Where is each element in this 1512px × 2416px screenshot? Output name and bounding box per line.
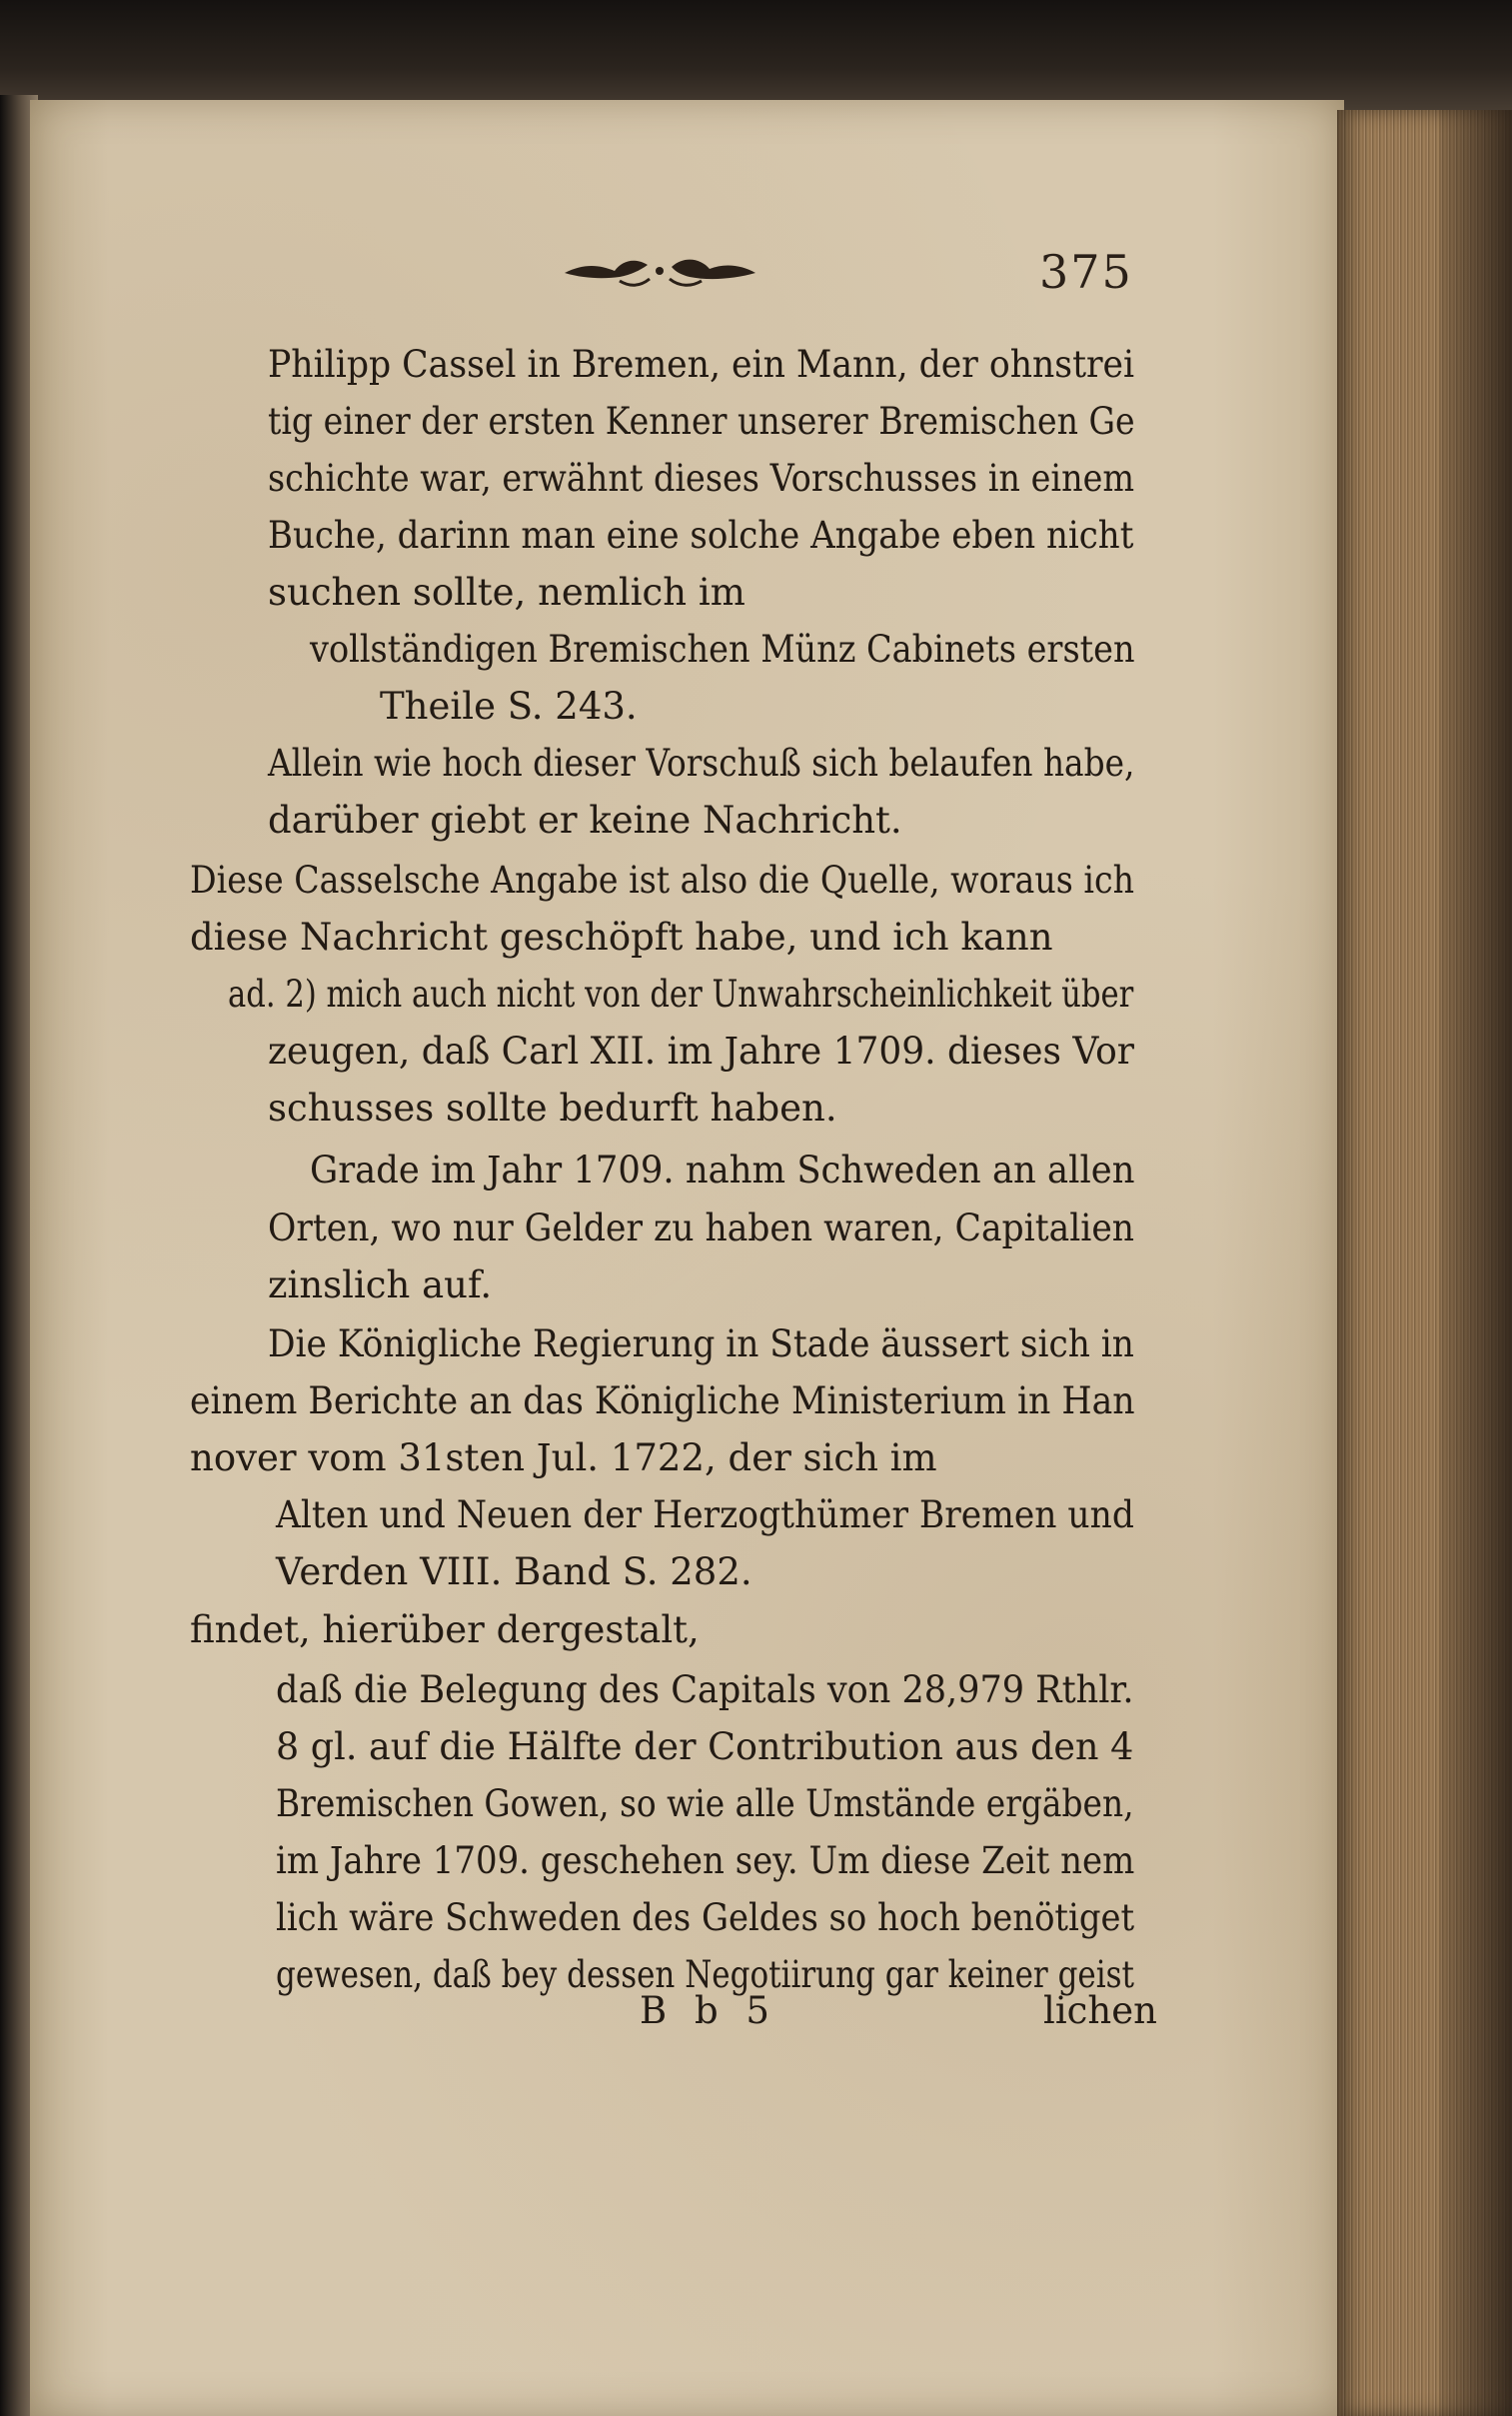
- text-line: findet, hierüber dergestalt,: [190, 1608, 700, 1651]
- text-line: Die Königliche Regierung in Stade äussert sich in: [268, 1322, 1134, 1365]
- text-line: diese Nachricht geschöpft habe, und ich kann: [190, 916, 1053, 959]
- text-line: Verden VIII. Band S. 282.: [276, 1550, 753, 1593]
- text-line: 8 gl. auf die Hälfte der Contribution aus den 4: [276, 1725, 1134, 1768]
- text-line: suchen sollte, nemlich im: [268, 571, 746, 614]
- text-line: einem Berichte an das Königliche Ministerium in Han: [190, 1379, 1135, 1422]
- text-line: daß die Belegung des Capitals von 28,979 Rthlr.: [276, 1668, 1134, 1711]
- text-line: Orten, wo nur Gelder zu haben waren, Capitalien: [268, 1207, 1135, 1249]
- signature-mark: B b 5: [640, 1989, 777, 2032]
- text-line: im Jahre 1709. geschehen sey. Um diese Zeit nem: [276, 1839, 1135, 1882]
- text-line: Theile S. 243.: [380, 685, 638, 728]
- text-line: Philipp Cassel in Bremen, ein Mann, der ohnstrei: [268, 343, 1135, 386]
- text-line: Buche, darinn man eine solche Angabe eben nicht: [268, 514, 1134, 557]
- text-line: tig einer der ersten Kenner unserer Bremischen Ge: [268, 400, 1135, 443]
- text-line: Allein wie hoch dieser Vorschuß sich belaufen habe,: [268, 742, 1135, 785]
- text-line: schusses sollte bedurft haben.: [268, 1087, 837, 1130]
- text-line: gewesen, daß bey dessen Negotiirung gar keiner geist: [276, 1953, 1134, 1996]
- catchword: lichen: [1043, 1989, 1157, 2032]
- text-line: vollständigen Bremischen Münz Cabinets ersten: [310, 628, 1135, 671]
- text-line: Grade im Jahr 1709. nahm Schweden an allen: [310, 1149, 1135, 1192]
- text-line: schichte war, erwähnt dieses Vorschusses in einem: [268, 457, 1135, 500]
- text-line: ad. 2) mich auch nicht von der Unwahrscheinlichkeit über: [228, 973, 1134, 1016]
- text-line: Diese Casselsche Angabe ist also die Quelle, woraus ich: [190, 859, 1134, 902]
- text-line: zeugen, daß Carl XII. im Jahre 1709. dieses Vor: [268, 1030, 1134, 1073]
- text-line: Bremischen Gowen, so wie alle Umstände ergäben,: [276, 1782, 1134, 1825]
- page-number: 375: [1039, 245, 1133, 299]
- text-line: zinslich auf.: [268, 1263, 493, 1306]
- text-line: Alten und Neuen der Herzogthümer Bremen und: [276, 1493, 1134, 1536]
- text-line: lich wäre Schweden des Geldes so hoch benötiget: [276, 1896, 1135, 1939]
- text-line: darüber giebt er keine Nachricht.: [268, 799, 902, 842]
- text-line: nover vom 31sten Jul. 1722, der sich im: [190, 1436, 937, 1479]
